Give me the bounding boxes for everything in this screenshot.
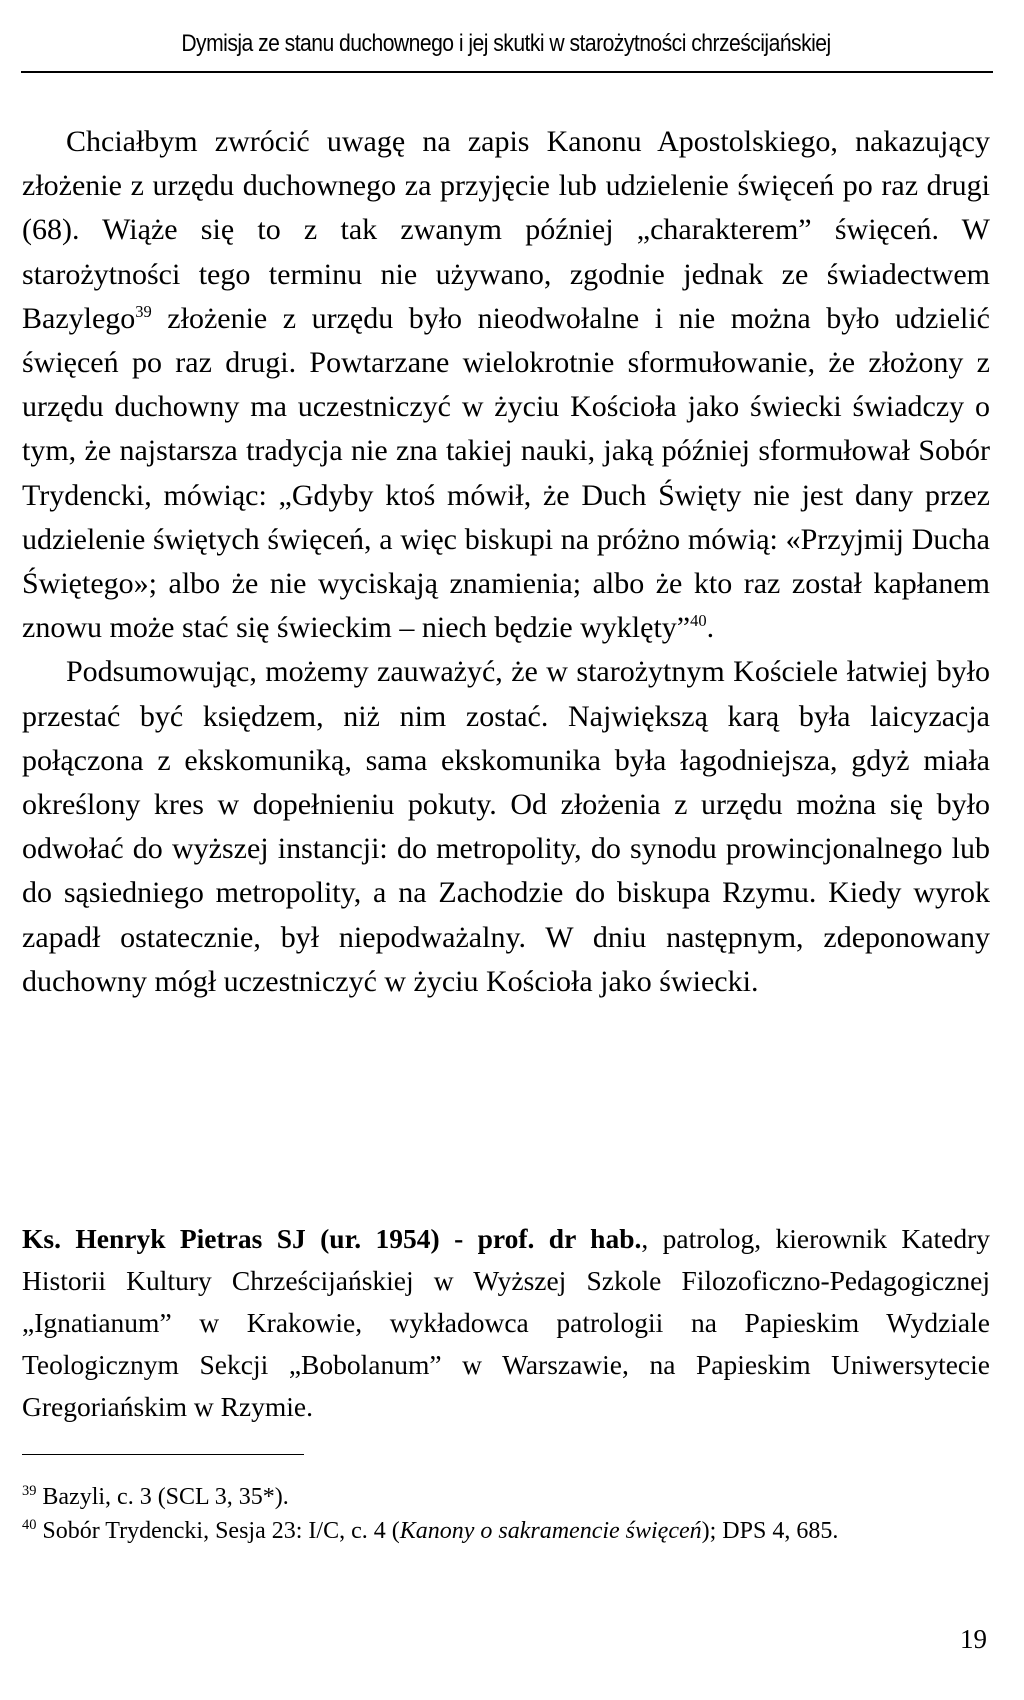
paragraph-1-text-b: złożenie z urzędu było nieodwołalne i nie można było udzielić święceń po raz drugi. Powtarzane wielokrotnie sformułowanie, że złożony z urzędu duchowny ma uczestniczyć w życiu Kościoła jako świecki świadczy o tym, że najstarsza tradycja nie zna takiej nauki, jaką później sformułował Sobór Trydencki, mówiąc: „Gdyby ktoś mówił, że Duch Święty nie jest dany przez udzielenie świętych święceń, a więc biskupi na próżno mówią: «Przyjmij Ducha Świętego»; albo że nie wyciskają znamienia; albo że kto raz został kapłanem znowu może stać się świeckim – niech będzie wyklęty” (22, 301, 990, 645)
page-number: 19 (960, 1624, 987, 1654)
footnote-40 (22, 1514, 990, 1548)
footnote-ref-40[interactable]: 40 (690, 611, 707, 631)
paragraph-2: Podsumowując, możemy zauważyć, że w starożytnym Kościele łatwiej było przestać być księdzem, niż nim zostać. Największą karą była laicyzacja połączona z ekskomuniką, sama ekskomunika była łagodniejsza, gdyż miała określony kres w dopełnieniu pokuty. Od złożenia z urzędu można się było odwołać do wyższej instancji: do metropolity, do synodu prowincjonalnego lub do sąsiedniego metropolity, a na Zachodzie do biskupa Rzymu. Kiedy wyrok zapadł ostatecznie, był niepodważalny. W dniu następnym, zdeponowany duchowny mógł uczestniczyć w życiu Kościoła jako świecki. (22, 655, 990, 998)
footnotes (22, 1480, 990, 1548)
author-bio: , patrolog, kierownik Katedry Historii Kultury Chrześcijańskiej w Wyższej Szkole Filozoficzno-Pedagogicznej „Ignatianum” w Krakowie, wykładowca patrologii na Papieskim Wydziale Teologicznym Sekcji „Bobolanum” w Warszawie, na Papieskim Uniwersytecie Gregoriańskim w Rzymie. (22, 1223, 990, 1422)
footnote-39 (22, 1480, 990, 1514)
running-header: Dymisja ze stanu duchownego i jej skutki w starożytności chrześcijańskiej (181, 30, 831, 57)
paragraph-1-end: . (706, 611, 715, 645)
footnote-ref-39[interactable]: 39 (135, 301, 152, 321)
header-rule (21, 71, 993, 73)
footnote-italic-title: Kanony o sakramencie święceń (399, 1518, 702, 1544)
footnote-text-end: ); DPS 4, 685. (701, 1518, 839, 1544)
footnote-text: Sobór Trydencki, Sesja 23: I/C, c. 4 ( (36, 1518, 400, 1544)
author-name: Ks. Henryk Pietras SJ (ur. 1954) - prof. dr hab. (22, 1223, 642, 1254)
paragraph-1 (22, 120, 990, 650)
main-text (22, 120, 990, 1004)
footnote-number: 40 (22, 1517, 37, 1533)
paragraph-1-text-a: Chciałbym zwrócić uwagę na zapis Kanonu Apostolskiego, nakazujący złożenie z urzędu duchownego za przyjęcie lub udzielenie święceń po raz drugi (68). Wiąże się to z tak zwanym później „charakterem” święceń. W starożytności tego terminu nie używano, zgodnie jednak ze świadectwem Bazylego (22, 125, 990, 335)
footnote-number: 39 (22, 1483, 37, 1499)
author-note (22, 1218, 990, 1428)
footnote-text: Bazyli, c. 3 (SCL 3, 35*). (36, 1484, 289, 1510)
footnote-rule (22, 1454, 304, 1455)
